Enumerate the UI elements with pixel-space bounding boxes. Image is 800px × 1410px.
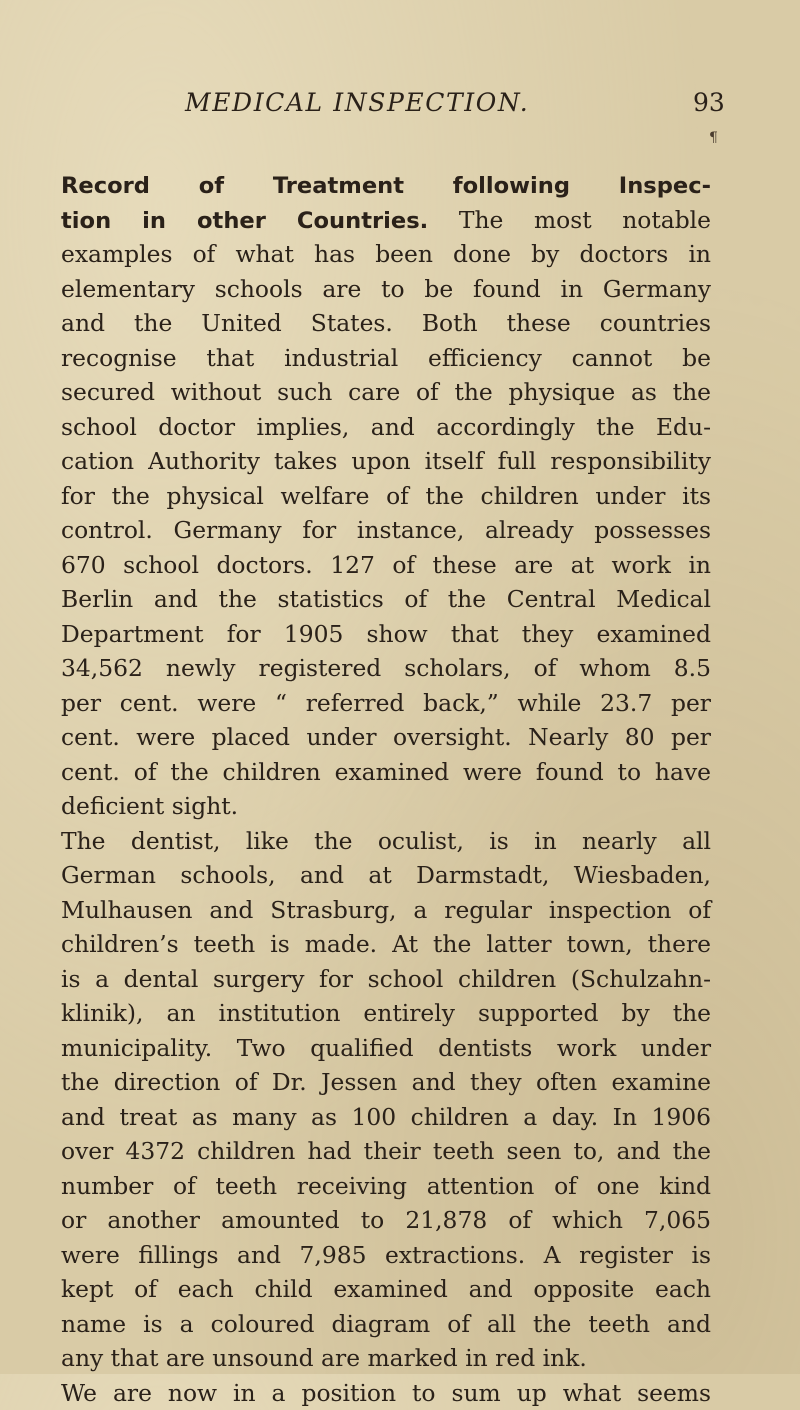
section-heading: Record of Treatment following Inspec- [61, 173, 711, 199]
text-run: The most notable [428, 206, 711, 234]
text-line: over 4372 children had their teeth seen to, and the [61, 1134, 711, 1169]
text-line: and the United States. Both these countries [61, 306, 711, 341]
text-line [61, 168, 711, 203]
text-line [61, 203, 711, 238]
text-line: for the physical welfare of the children under its [61, 479, 711, 514]
section-heading-continued: tion in other Countries. [61, 208, 428, 234]
text-line: We are now in a position to sum up what seems [61, 1376, 711, 1410]
text-line: per cent. were “ referred back,” while 23.7 per [61, 686, 711, 721]
margin-mark: ¶ [709, 130, 718, 146]
text-line: or another amounted to 21,878 of which 7,065 [61, 1203, 711, 1238]
text-line-paragraph-end: any that are unsound are marked in red ink. [61, 1341, 711, 1376]
text-line: cent. were placed under oversight. Nearly 80 per [61, 720, 711, 755]
text-line: name is a coloured diagram of all the teeth and [61, 1307, 711, 1342]
text-line: Berlin and the statistics of the Central Medical [61, 582, 711, 617]
text-line-paragraph-end: deficient sight. [61, 789, 711, 824]
text-line: were fillings and 7,985 extractions. A register is [61, 1238, 711, 1273]
text-line: examples of what has been done by doctors in [61, 237, 711, 272]
running-head: MEDICAL INSPECTION. [185, 88, 645, 117]
page-number: 93 [693, 88, 725, 117]
text-line: Department for 1905 show that they examined [61, 617, 711, 652]
text-line: German schools, and at Darmstadt, Wiesbaden, [61, 858, 711, 893]
text-line: control. Germany for instance, already possesses [61, 513, 711, 548]
text-line: cation Authority takes upon itself full responsibility [61, 444, 711, 479]
text-line: recognise that industrial efficiency cannot be [61, 341, 711, 376]
text-line: and treat as many as 100 children a day. In 1906 [61, 1100, 711, 1135]
text-line: 34,562 newly registered scholars, of whom 8.5 [61, 651, 711, 686]
text-line: elementary schools are to be found in Germany [61, 272, 711, 307]
text-line: number of teeth receiving attention of one kind [61, 1169, 711, 1204]
text-line: cent. of the children examined were found to have [61, 755, 711, 790]
text-line: municipality. Two qualified dentists work under [61, 1031, 711, 1066]
body-text [61, 168, 711, 1410]
text-line: is a dental surgery for school children (Schulzahn- [61, 962, 711, 997]
text-line: 670 school doctors. 127 of these are at work in [61, 548, 711, 583]
text-line: secured without such care of the physique as the [61, 375, 711, 410]
text-line: school doctor implies, and accordingly the Edu- [61, 410, 711, 445]
text-line: The dentist, like the oculist, is in nearly all [61, 824, 711, 859]
text-line: klinik), an institution entirely supported by the [61, 996, 711, 1031]
text-line: the direction of Dr. Jessen and they often examine [61, 1065, 711, 1100]
text-line: children’s teeth is made. At the latter town, there [61, 927, 711, 962]
text-line: kept of each child examined and opposite each [61, 1272, 711, 1307]
text-line: Mulhausen and Strasburg, a regular inspection of [61, 893, 711, 928]
